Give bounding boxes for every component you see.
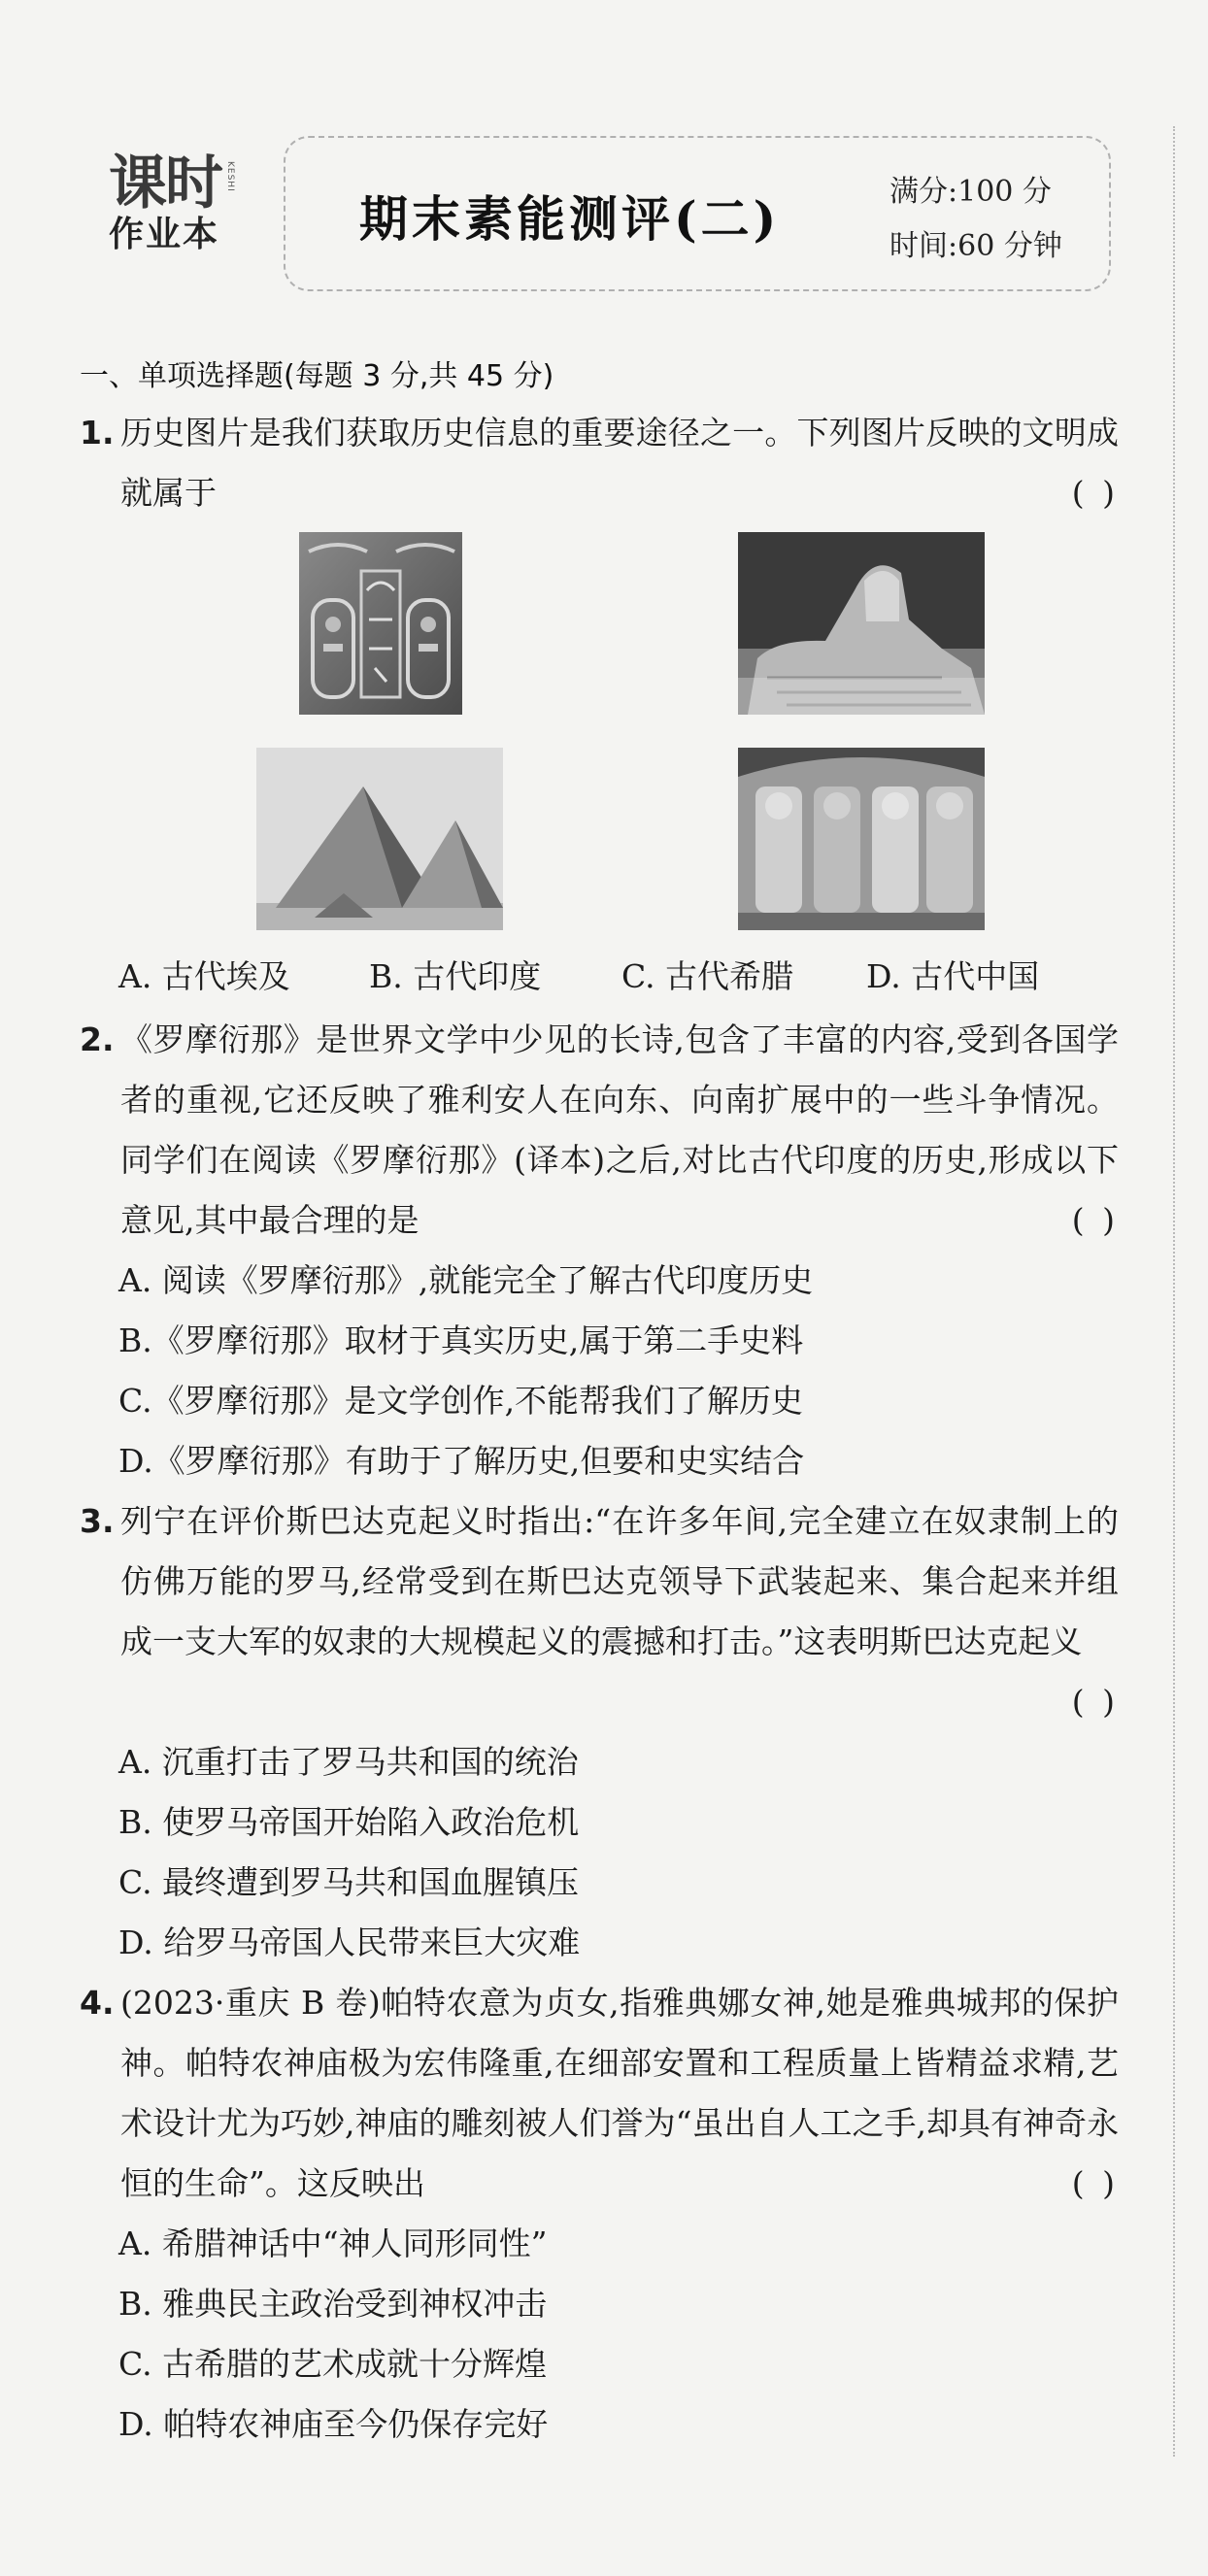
option-a[interactable]: A. 阅读《罗摩衍那》,就能完全了解古代印度历史 [118, 1261, 814, 1299]
logo-pinyin: KESHI [225, 161, 235, 192]
question-3 [80, 1491, 1119, 1732]
question-4 [80, 1973, 1119, 2214]
option-b[interactable]: B.《罗摩衍那》取材于真实历史,属于第二手史料 [118, 1321, 804, 1359]
option-a[interactable]: A. 古代埃及 [118, 957, 290, 995]
question-1 [80, 403, 1119, 523]
question-text: 列宁在评价斯巴达克起义时指出:“在许多年间,完全建立在奴隶制上的仿佛万能的罗马,经常受到在斯巴达克领导下武装起来、集合起来并组成一支大军的奴隶的大规模起义的震撼和打击。”这表明斯巴达克起义 [120, 1502, 1119, 1660]
title-box [284, 136, 1111, 291]
question-number: 3. [80, 1502, 115, 1540]
exam-time: 时间:60 分钟 [889, 229, 1062, 263]
question-2 [80, 1010, 1119, 1251]
option-b[interactable]: B. 雅典民主政治受到神权冲击 [118, 2285, 548, 2323]
answer-blank: ( ) [1071, 2164, 1119, 2202]
sphinx-image [738, 532, 985, 715]
option-c[interactable]: C. 古代希腊 [621, 957, 794, 995]
answer-blank: ( ) [1071, 1201, 1119, 1239]
answer-blank: ( ) [1071, 474, 1119, 512]
logo-main-text: 课时 [109, 150, 221, 217]
question-number: 2. [80, 1020, 115, 1058]
question-text: 《罗摩衍那》是世界文学中少见的长诗,包含了丰富的内容,受到各国学者的重视,它还反映了雅利安人在向东、向南扩展中的一些斗争情况。同学们在阅读《罗摩衍那》(译本)之后,对比古代印度的历史,形成以下意见,其中最合理的是 [120, 1020, 1119, 1239]
page-title: 期末素能测评(二) [359, 190, 781, 248]
logo-sub-text: 作业本 [109, 215, 220, 254]
section-title: 一、单项选择题(每题 3 分,共 45 分) [80, 359, 554, 393]
option-d[interactable]: D. 古代中国 [866, 957, 1040, 995]
pyramids-image [256, 748, 503, 930]
question-text: 历史图片是我们获取历史信息的重要途径之一。下列图片反映的文明成就属于 [120, 414, 1119, 512]
question-number: 1. [80, 414, 115, 452]
question-text: (2023·重庆 B 卷)帕特农意为贞女,指雅典娜女神,她是雅典城邦的保护神。帕特农神庙极为宏伟隆重,在细部安置和工程质量上皆精益求精,艺术设计尤为巧妙,神庙的雕刻被人们誉为“虽出自人工之手,却具有神奇永恒的生命”。这反映出 [120, 1984, 1119, 2202]
full-score: 满分:100 分 [889, 175, 1052, 209]
option-c[interactable]: C. 最终遭到罗马共和国血腥镇压 [118, 1863, 580, 1901]
option-b[interactable]: B. 使罗马帝国开始陷入政治危机 [118, 1803, 580, 1841]
option-a[interactable]: A. 希腊神话中“神人同形同性” [118, 2225, 548, 2262]
answer-blank: ( ) [1071, 1683, 1119, 1721]
hieroglyph-image [299, 532, 462, 715]
option-d[interactable]: D.《罗摩衍那》有助于了解历史,但要和史实结合 [118, 1442, 805, 1480]
logo [109, 150, 264, 256]
option-c[interactable]: C. 古希腊的艺术成就十分辉煌 [118, 2345, 548, 2383]
temple-statues-image [738, 748, 985, 930]
option-b[interactable]: B. 古代印度 [369, 957, 542, 995]
option-c[interactable]: C.《罗摩衍那》是文学创作,不能帮我们了解历史 [118, 1382, 804, 1420]
option-a[interactable]: A. 沉重打击了罗马共和国的统治 [118, 1743, 579, 1781]
score-time-block [889, 165, 1062, 274]
margin-dotted-line [1173, 126, 1175, 2457]
option-d[interactable]: D. 帕特农神庙至今仍保存完好 [118, 2405, 549, 2443]
question-number: 4. [80, 1984, 115, 2022]
option-d[interactable]: D. 给罗马帝国人民带来巨大灾难 [118, 1924, 581, 1961]
